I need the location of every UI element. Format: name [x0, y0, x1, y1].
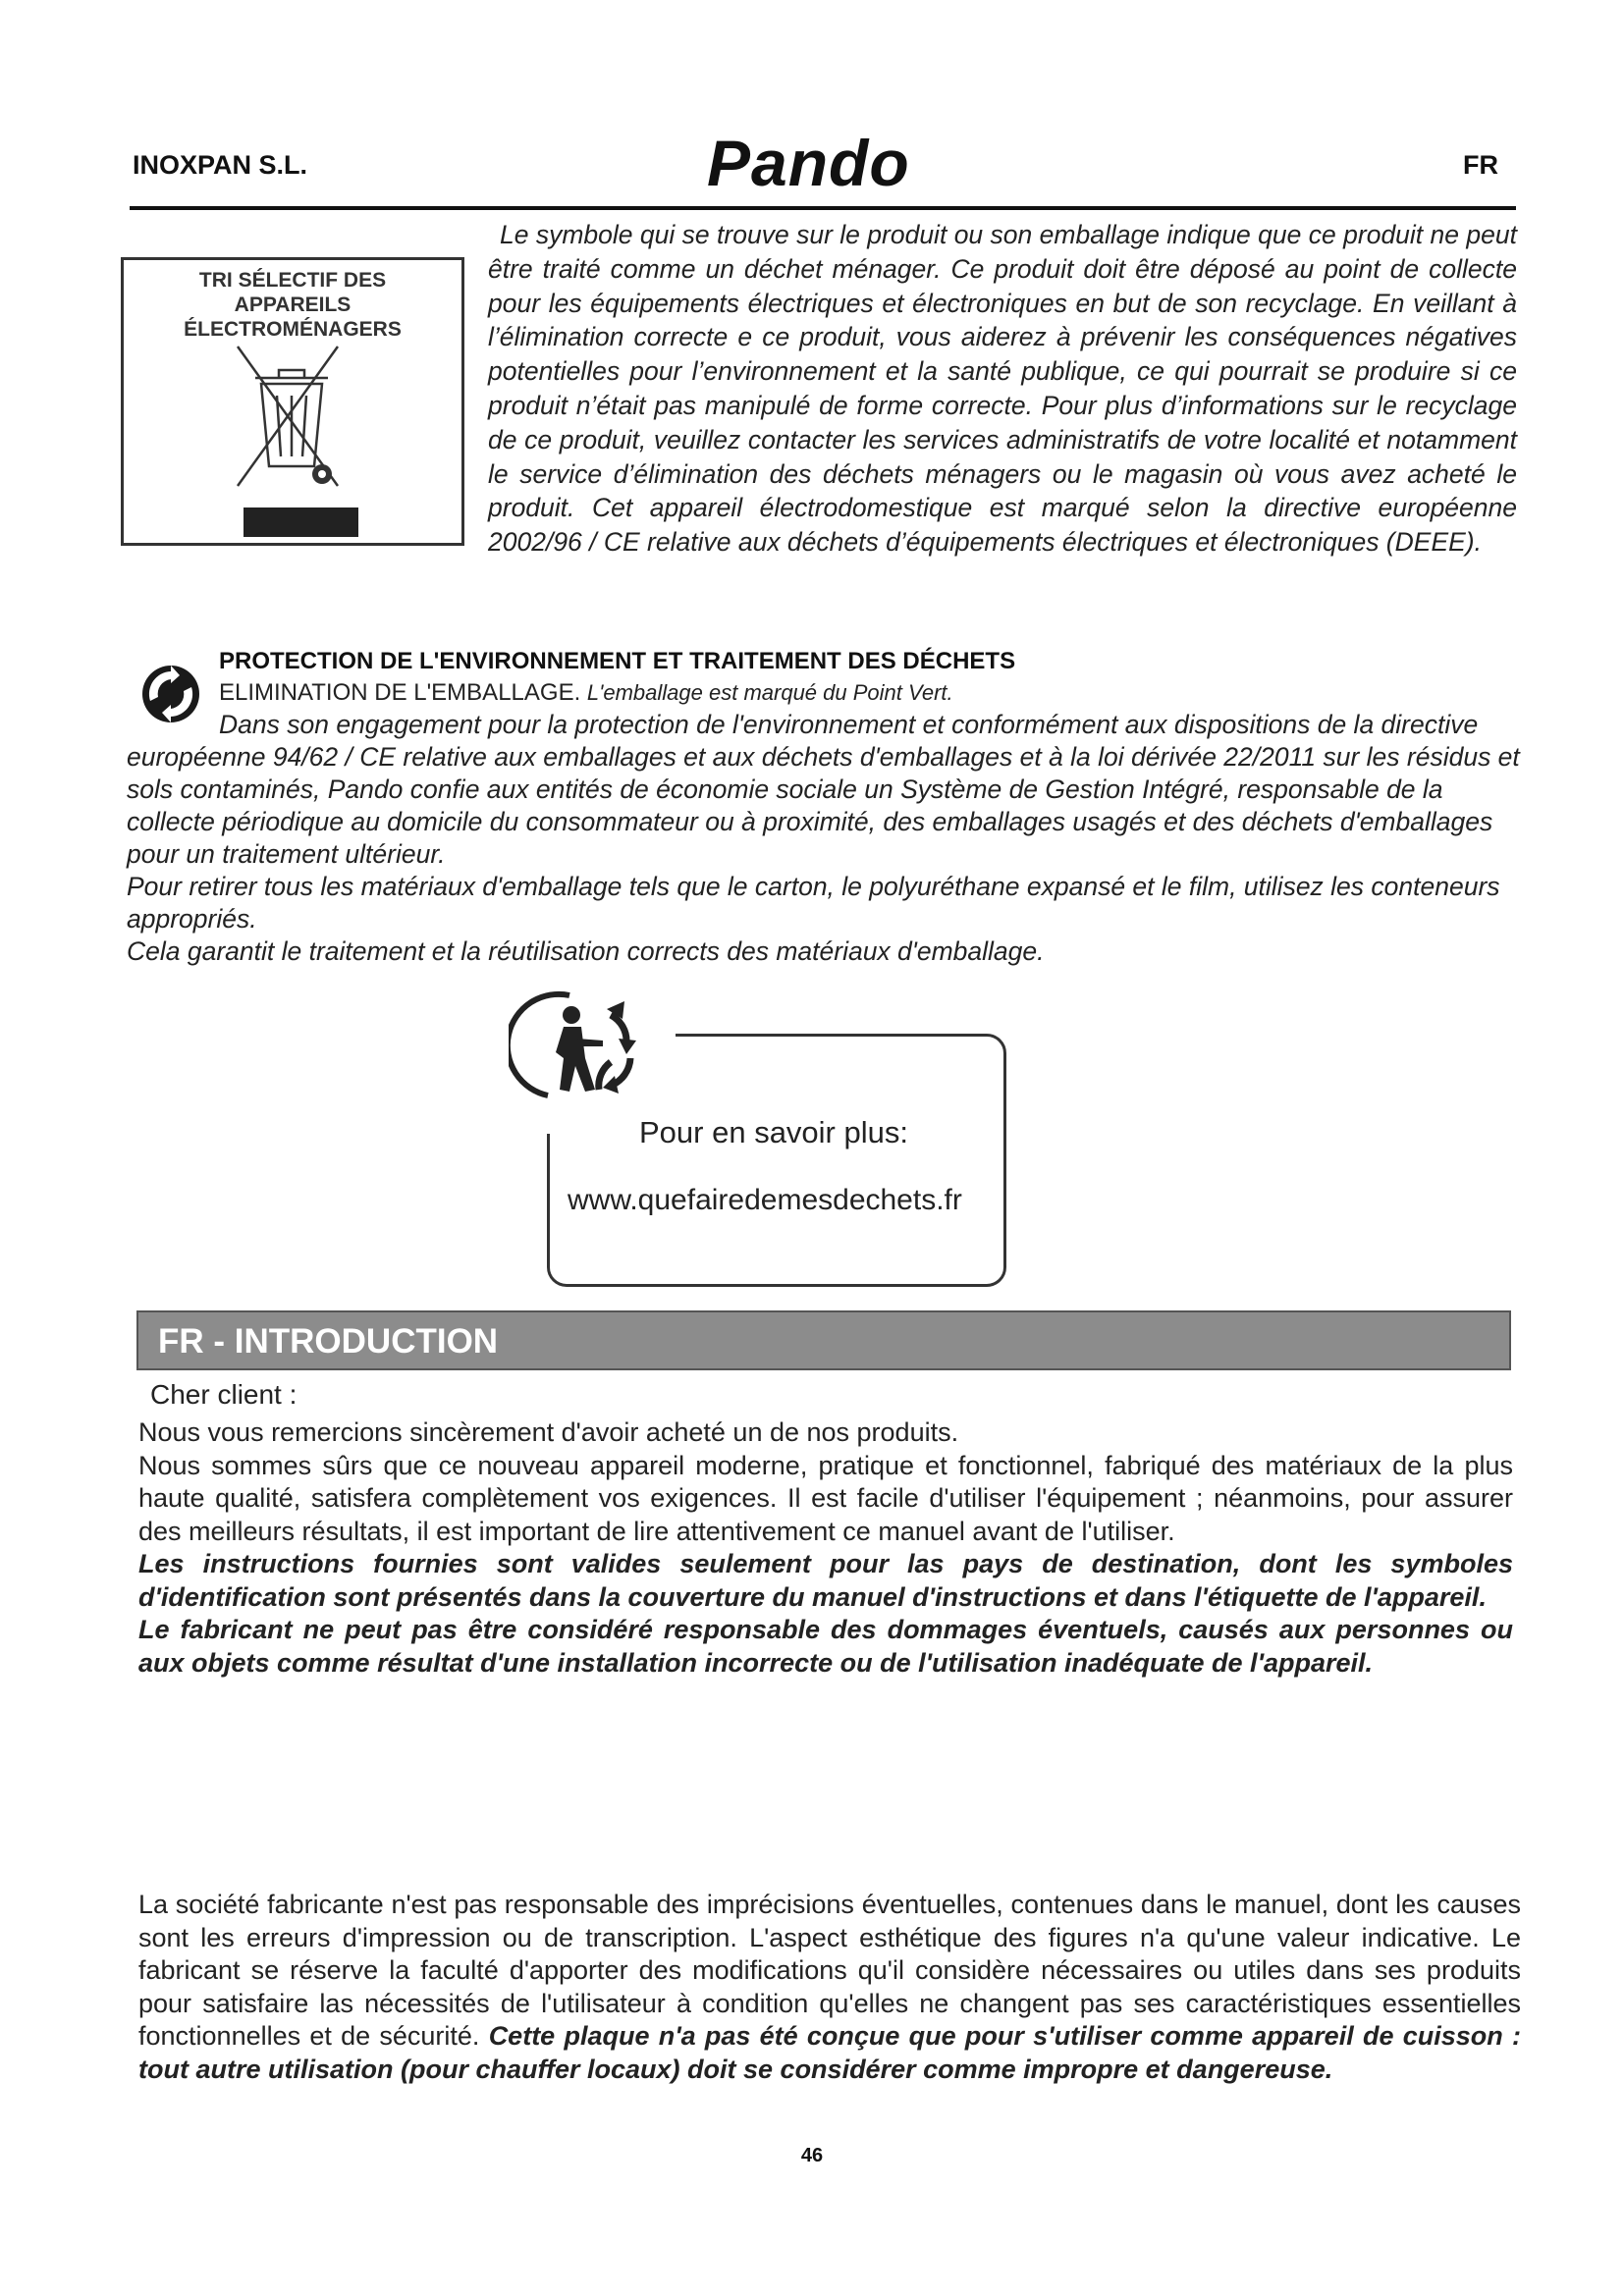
- weee-label-line2: APPAREILS: [234, 294, 352, 316]
- intro-greeting: Cher client :: [150, 1379, 298, 1410]
- section-header-bar: [136, 1310, 1511, 1370]
- weee-symbol-box: [121, 257, 464, 546]
- weee-label-line1: TRI SÉLECTIF DES: [198, 269, 387, 292]
- liability-notice: [138, 1889, 1521, 2086]
- brand-logo: Pando: [707, 127, 910, 199]
- info-box-url: www.quefairedemesdechets.fr: [568, 1184, 962, 1216]
- liability-warning: Cette plaque n'a pas été conçue que pour s'utiliser comme appareil de cuisson : tout autre utilisation (pour chauffer locaux) doit se considérer comme impropre et dangereuse.: [138, 2021, 1521, 2084]
- crossed-bin-icon: [232, 341, 354, 498]
- language-code: FR: [1463, 150, 1498, 180]
- environment-heading: PROTECTION DE L'ENVIRONNEMENT ET TRAITEMENT DES DÉCHETS: [219, 648, 1016, 674]
- info-box-line1: Pour en savoir plus:: [639, 1115, 908, 1149]
- environment-subheading: [219, 679, 953, 707]
- liability-text: La société fabricante n'est pas responsable des imprécisions éventuelles, contenues dans le manuel, dont les causes sont les erreurs d'impression ou de transcription. L'aspect esthétique des figures n'a qu'une valeur indicative. Le fabricant se réserve la faculté d'apporter des modifications qu'il considère nécessaires ou utiles dans ses produits pour satisfaire las nécessités de l'utilisateur à condition qu'elles ne changent pas ses caractéristiques essentielles fonctionnelles et de sécurité.: [138, 1890, 1521, 2051]
- intro-body: [138, 1416, 1513, 1680]
- weee-paragraph: Le symbole qui se trouve sur le produit ou son emballage indique que ce produit ne peut être traité comme un déchet ménager. Ce produit doit être déposé au point de collecte pour les équipements électriques et électroniques en but de son recyclage. En veillant à l’élimination correcte e ce produit, vous aiderez à prévenir les conséquences négatives potentielles pour l’environnement et la santé publique, ce qui pourrait se produire si ce produit n’était pas manipulé de forme correcte. Pour plus d’informations sur le recyclage de ce produit, veuillez contacter les services administratifs de votre localité et notamment le service d’élimination des déchets ménagers ou le magasin où vous avez acheté le produit. Cet appareil électrodomestique est marqué selon la directive européenne 2002/96 / CE relative aux déchets d’équipements électriques et électroniques (DEEE).: [488, 220, 1517, 558]
- weee-bar: [244, 507, 358, 537]
- intro-paragraph-3: Les instructions fournies sont valides seulement pour las pays de destination, dont les symboles d'identification sont présentés dans la couverture du manuel d'instructions et dans l'étiquette de l'appareil.: [138, 1549, 1513, 1612]
- environment-paragraph-1: Dans son engagement pour la protection de l'environnement et conformément aux dispositions de la directive européenne 94/62 / CE relative aux emballages et aux déchets d'emballages et à la loi dérivée 22/2011 sur les résidus et sols contaminés, Pando confie aux entités de économie sociale un Système de Gestion Intégré, responsable de la collecte périodique au domicile du consommateur ou à proximité, des emballages usagés et des déchets d'emballages pour un traitement ultérieur.: [127, 710, 1520, 869]
- company-name: INOXPAN S.L.: [133, 150, 308, 180]
- section-title: FR - INTRODUCTION: [158, 1322, 499, 1361]
- weee-label-line3: ÉLECTROMÉNAGERS: [184, 318, 402, 341]
- page-number: 46: [800, 2145, 824, 2166]
- intro-paragraph-4: Le fabricant ne peut pas être considéré responsable des dommages éventuels, causés aux personnes ou aux objets comme résultat d'une installation incorrecte ou de l'utilisation inadéquate de l'appareil.: [138, 1615, 1513, 1678]
- triman-logo-icon: [509, 980, 666, 1137]
- packaging-label: ELIMINATION DE L'EMBALLAGE.: [219, 679, 581, 706]
- weee-description: [488, 218, 1517, 560]
- environment-body: [127, 709, 1521, 968]
- liability-paragraph: [138, 1889, 1521, 2086]
- intro-paragraph-1: Nous vous remercions sincèrement d'avoir acheté un de nos produits.: [138, 1417, 959, 1447]
- environment-paragraph-3: Cela garantit le traitement et la réutilisation corrects des matériaux d'emballage.: [127, 936, 1045, 966]
- weee-label: [124, 268, 461, 342]
- intro-paragraph-2: Nous sommes sûrs que ce nouveau appareil moderne, pratique et fonctionnel, fabriqué des matériaux de la plus haute qualité, satisfera complètement vos exigences. Il est facile d'utiliser l'équipement ; néanmoins, pour assurer des meilleurs résultats, il est important de lire attentivement ce manuel avant de l'utiliser.: [138, 1450, 1513, 1546]
- environment-paragraph-2: Pour retirer tous les matériaux d'emballage tels que le carton, le polyuréthane expansé et le film, utilisez les conteneurs appropriés.: [127, 872, 1500, 934]
- header-divider: [130, 206, 1516, 210]
- green-dot-note: L'emballage est marqué du Point Vert.: [586, 680, 953, 705]
